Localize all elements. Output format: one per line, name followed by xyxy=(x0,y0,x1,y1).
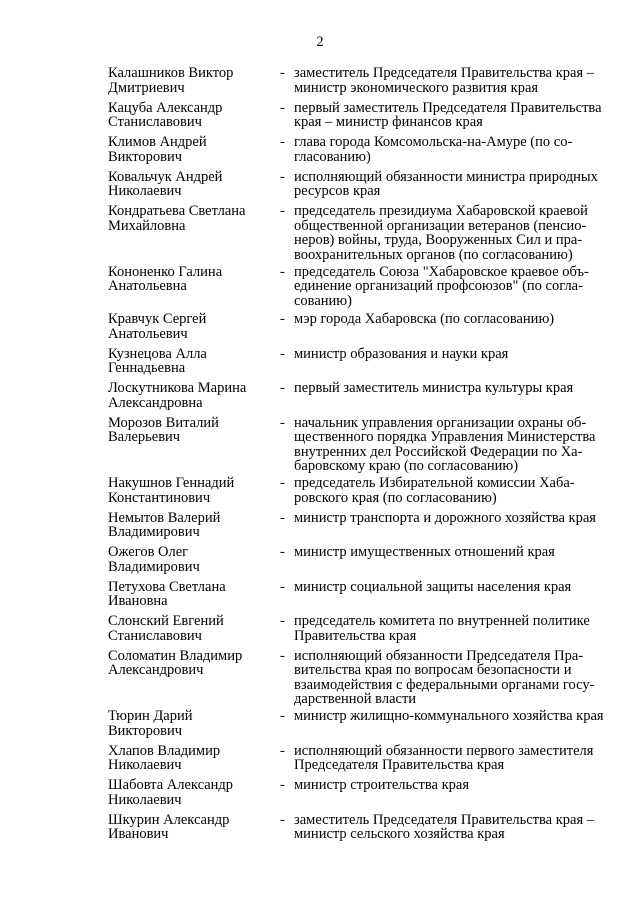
member-entry xyxy=(0,511,640,546)
member-role: заместитель Председателя Правительства края – министр сельского хозяйства края xyxy=(294,811,595,843)
member-role: глава города Комсомольска-на-Амуре (по со- гласованию) xyxy=(294,134,573,165)
member-name: Шкурин Александр Иванович xyxy=(108,811,230,843)
dash-separator: - xyxy=(280,414,285,431)
member-entry xyxy=(0,416,640,477)
dash-separator: - xyxy=(280,475,285,491)
member-name: Морозов Виталий Валерьевич xyxy=(108,414,219,446)
dash-separator: - xyxy=(280,263,285,280)
member-name: Лоскутникова Марина Александровна xyxy=(108,380,247,411)
member-role: министр имущественных отношений края xyxy=(294,544,555,560)
member-role: исполняющий обязанности первого заместителя Председателя Правительства края xyxy=(294,742,594,774)
member-entry xyxy=(0,476,640,511)
member-entry xyxy=(0,545,640,580)
member-entry xyxy=(0,813,640,848)
member-role: председатель президиума Хабаровской краевой общественной организации ветеранов (пенсио- неров) войны, труда, Вооруженных Сил и пра- воохранительных органов (по согласованию) xyxy=(294,203,588,263)
member-name: Шабовта Александр Николаевич xyxy=(108,777,234,808)
dash-separator: - xyxy=(280,134,285,150)
dash-separator: - xyxy=(280,578,285,595)
member-entry xyxy=(0,66,640,101)
dash-separator: - xyxy=(280,708,285,724)
member-name: Кондратьева Светлана Михайловна xyxy=(108,203,246,234)
member-role: председатель Избирательной комиссии Хаба- ровского края (по согласованию) xyxy=(294,475,575,506)
dash-separator: - xyxy=(280,811,285,828)
member-name: Климов Андрей Викторович xyxy=(108,134,207,165)
member-entry xyxy=(0,744,640,779)
member-name: Соломатин Владимир Александрович xyxy=(108,647,243,679)
member-name: Ковальчук Андрей Николаевич xyxy=(108,168,223,200)
dash-separator: - xyxy=(280,345,285,362)
dash-separator: - xyxy=(280,544,285,560)
member-entry xyxy=(0,312,640,347)
member-role: первый заместитель Председателя Правительства края – министр финансов края xyxy=(294,99,602,131)
dash-separator: - xyxy=(280,647,285,664)
member-entry xyxy=(0,709,640,744)
member-name: Кононенко Галина Анатольевна xyxy=(108,263,223,295)
member-name: Кацуба Александр Станиславович xyxy=(108,99,223,131)
member-name: Петухова Светлана Ивановна xyxy=(108,578,226,610)
dash-separator: - xyxy=(280,311,285,327)
dash-separator: - xyxy=(280,99,285,116)
member-role: министр образования и науки края xyxy=(294,345,509,362)
member-role: министр жилищно-коммунального хозяйства края xyxy=(294,708,604,724)
member-entry xyxy=(0,778,640,813)
member-entry xyxy=(0,649,640,710)
member-name: Слонский Евгений Станиславович xyxy=(108,613,224,644)
dash-separator: - xyxy=(280,509,285,526)
dash-separator: - xyxy=(280,65,285,81)
dash-separator: - xyxy=(280,203,285,219)
member-entry xyxy=(0,614,640,649)
member-name: Хлапов Владимир Николаевич xyxy=(108,742,221,774)
member-list xyxy=(0,66,640,847)
dash-separator: - xyxy=(280,742,285,759)
dash-separator: - xyxy=(280,777,285,793)
dash-separator: - xyxy=(280,380,285,396)
member-name: Кравчук Сергей Анатольевич xyxy=(108,311,207,342)
member-role: первый заместитель министра культуры края xyxy=(294,380,574,396)
member-entry xyxy=(0,381,640,416)
member-role: исполняющий обязанности Председателя Пра- вительства края по вопросам безопасности и взаимодействия с федеральными органами госу- дарственной власти xyxy=(294,647,595,708)
member-name: Ожегов Олег Владимирович xyxy=(108,544,200,575)
member-role: председатель комитета по внутренней политике Правительства края xyxy=(294,613,590,644)
member-name: Немытов Валерий Владимирович xyxy=(108,509,221,541)
dash-separator: - xyxy=(280,613,285,629)
member-entry xyxy=(0,204,640,265)
member-entry xyxy=(0,580,640,615)
member-name: Калашников Виктор Дмитриевич xyxy=(108,65,234,96)
member-role: заместитель Председателя Правительства края – министр экономического развития края xyxy=(294,65,595,96)
member-entry xyxy=(0,170,640,205)
page-number: 2 xyxy=(316,34,324,50)
member-entry xyxy=(0,265,640,313)
member-entry xyxy=(0,101,640,136)
member-name: Накушнов Геннадий Константинович xyxy=(108,475,235,506)
member-role: мэр города Хабаровска (по согласованию) xyxy=(294,311,555,327)
member-role: исполняющий обязанности министра природных ресурсов края xyxy=(294,168,598,200)
dash-separator: - xyxy=(280,168,285,185)
member-name: Тюрин Дарий Викторович xyxy=(108,708,193,739)
member-name: Кузнецова Алла Геннадьевна xyxy=(108,345,207,377)
member-role: министр строительства края xyxy=(294,777,469,793)
member-role: министр социальной защиты населения края xyxy=(294,578,572,595)
member-entry xyxy=(0,347,640,382)
member-role: министр транспорта и дорожного хозяйства края xyxy=(294,509,596,526)
member-role: председатель Союза "Хабаровское краевое объ- единение организаций профсоюзов" (по согла- сованию) xyxy=(294,263,589,309)
member-role: начальник управления организации охраны об- щественного порядка Управления Министерства внутренних дел Российской Федерации по Ха- баровскому краю (по согласованию) xyxy=(294,414,596,475)
member-entry xyxy=(0,135,640,170)
